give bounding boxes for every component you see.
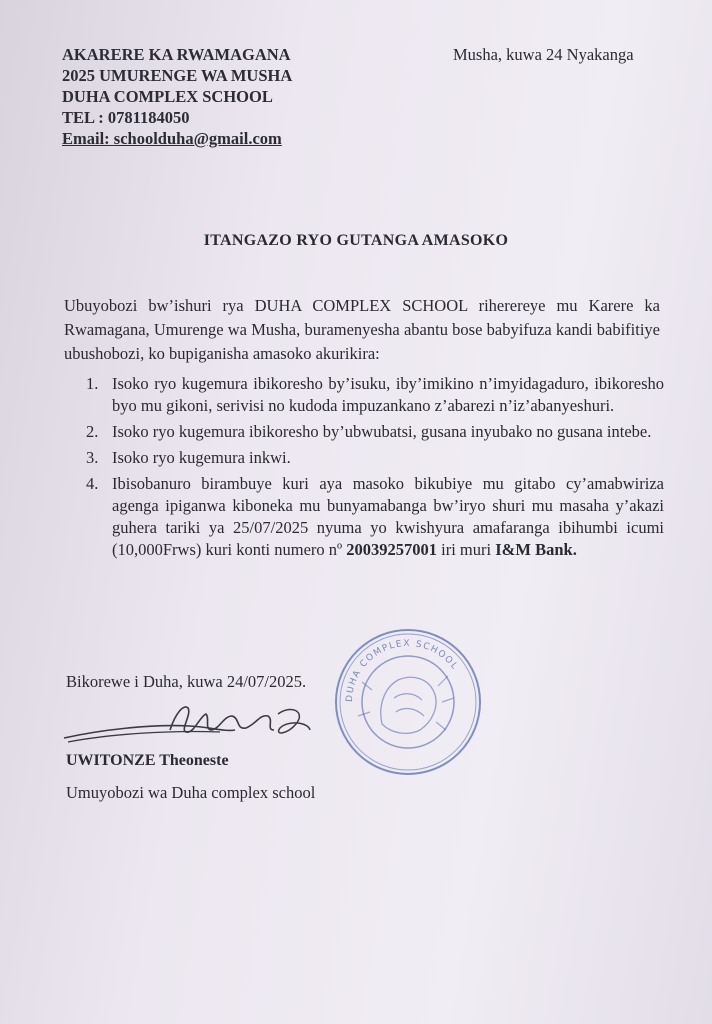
list-item-number: 2.	[86, 422, 99, 441]
place-and-date: Musha, kuwa 24 Nyakanga	[453, 45, 634, 64]
signed-place-date: Bikorewe i Duha, kuwa 24/07/2025.	[66, 672, 307, 691]
list-item	[86, 421, 664, 443]
list-item	[86, 447, 664, 469]
list-item-text	[112, 473, 664, 561]
handwritten-signature	[60, 690, 320, 750]
letterhead-district: AKARERE KA RWAMAGANA	[62, 45, 291, 64]
list-item-number: 3.	[86, 448, 99, 467]
list-item-text: Isoko ryo kugemura inkwi.	[112, 448, 291, 467]
letterhead-school: DUHA COMPLEX SCHOOL	[62, 87, 273, 106]
stamp-text: DUHA COMPLEX SCHOOL	[344, 638, 460, 703]
item-4-text-middle: iri muri	[437, 540, 496, 559]
email-label: Email:	[62, 129, 110, 148]
email-address: schoolduha@gmail.com	[113, 129, 282, 148]
list-item	[86, 473, 664, 561]
list-item	[86, 373, 664, 417]
item-4-text: Ibisobanuro birambuye kuri aya masoko bikubiye mu gitabo cy’amabwiriza agenga ipiganwa kiboneka mu bunyamabanga bw’iryo shuri mu masaha y’akazi guhera tariki ya 25/07/2025 nyuma yo kwishyura amafaranga ibihumbi icumi (10,000Frws) kuri konti numero nº	[112, 474, 664, 559]
intro-paragraph: Ubuyobozi bw’ishuri rya DUHA COMPLEX SCHOOL riherereye mu Karere ka Rwamagana, Umurenge wa Musha, buramenyesha abantu bose babyifuza kandi babifitiye ubushobozi, ko bupiganisha amasoko akurikira:	[64, 296, 660, 363]
school-stamp	[332, 626, 484, 778]
letterhead-email	[62, 128, 292, 149]
document-title: ITANGAZO RYO GUTANGA AMASOKO	[203, 232, 509, 249]
bank-name: I&M Bank.	[495, 540, 577, 559]
letterhead-sector: 2025 UMURENGE WA MUSHA	[62, 66, 293, 85]
letterhead	[62, 44, 292, 149]
list-item-number: 1.	[86, 374, 99, 393]
account-number: 20039257001	[346, 540, 438, 559]
tender-list	[86, 373, 664, 565]
signer-name: UWITONZE Theoneste	[66, 752, 229, 769]
list-item-number: 4.	[86, 474, 99, 493]
list-item-text: Isoko ryo kugemura ibikoresho by’ubwubatsi, gusana inyubako no gusana intebe.	[112, 422, 652, 441]
list-item-text: Isoko ryo kugemura ibikoresho by’isuku, iby’imikino n’imyidagaduro, ibikoresho byo mu gikoni, serivisi no kudoda impuzankano z’abarezi n’iz’abanyeshuri.	[112, 374, 664, 415]
signer-role: Umuyobozi wa Duha complex school	[66, 783, 316, 802]
letterhead-phone: TEL : 0781184050	[62, 108, 190, 127]
